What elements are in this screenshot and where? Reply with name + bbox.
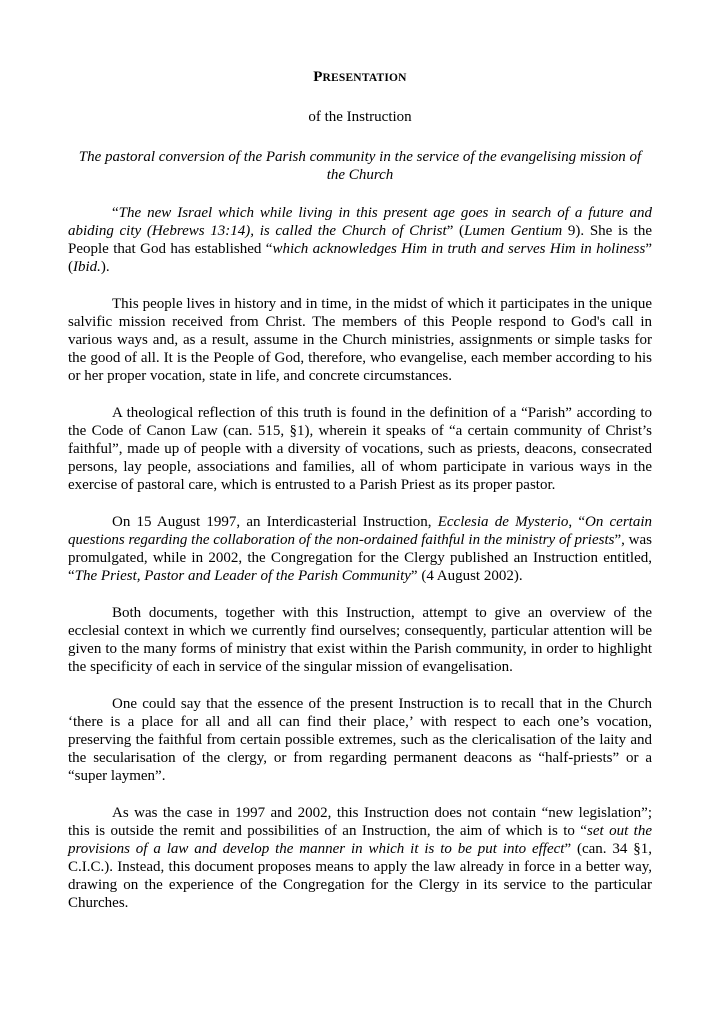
italic-text: The new Israel which while living in this present age goes in search of a future and abiding city (Hebrews 13:14), is called the Church of Christ: [68, 205, 652, 239]
text-run: A theological reflection of this truth is found in the definition of a “Parish” according to the Code of Canon Law (can. 515, §1), wherein it speaks of “a certain community of Christ’s faithful”, made up of people with a diversity of vocations, such as priests, deacons, consecrated persons, lay people, associations and families, all of whom participate in various ways in the exercise of pastoral care, which is entrusted to a Parish Priest as its proper pastor.: [68, 405, 652, 493]
heading: [68, 68, 652, 87]
text-run: ” (can. 34 §1, C.I.C.). Instead, this document proposes means to apply the law already in force in a better way, drawing on the experience of the Congregation for the Clergy in its service to the particular Churches.: [68, 841, 652, 911]
text-run: This people lives in history and in time, in the midst of which it participates in the unique salvific mission received from Christ. The members of this People respond to God's call in various ways and, as a result, assume in the Church ministries, assignments or simple tasks for the good of all. It is the People of God, therefore, who evangelise, each member according to his or her proper vocation, state in life, and concrete circumstances.: [68, 296, 652, 384]
paragraph: [68, 204, 652, 276]
subheading: of the Instruction: [308, 109, 412, 125]
heading-rest: RESENTATION: [322, 72, 407, 84]
paragraph: [68, 695, 652, 785]
italic-text: Ibid.: [73, 259, 101, 275]
text-run: ” (: [68, 241, 652, 275]
text-run: As was the case in 1997 and 2002, this Instruction does not contain “new legislation”; this is outside the remit and possibilities of an Instruction, the aim of which is to “: [68, 805, 652, 839]
text-run: , “: [568, 514, 585, 530]
paragraph: [68, 804, 652, 912]
text-run: ).: [100, 259, 110, 275]
text-run: “: [112, 205, 119, 221]
text-run: ” (4 August 2002).: [410, 568, 523, 584]
text-run: ”, was promulgated, while in 2002, the Congregation for the Clergy published an Instruction entitled, “: [68, 532, 652, 584]
paragraph: [68, 513, 652, 585]
text-run: One could say that the essence of the present Instruction is to recall that in the Church ‘there is a place for all and all can find their place,’ with respect to each one’s vocation, preserving the faithful from certain possible extremes, such as the clericalisation of the laity and the secularisation of the clergy, or from regarding permanent deacons as “half-priests” or a “super laymen”.: [68, 696, 652, 784]
paragraph: [68, 295, 652, 385]
italic-text: set out the provisions of a law and develop the manner in which it is to be put into effect: [68, 823, 653, 857]
italic-text: Ecclesia de Mysterio: [437, 514, 569, 530]
paragraph: [68, 604, 652, 676]
document-title: The pastoral conversion of the Parish community in the service of the evangelising mission of the Church: [78, 149, 642, 183]
italic-text: which acknowledges Him in truth and serves Him in holiness: [272, 241, 646, 257]
text-run: ” (: [446, 223, 465, 239]
text-run: On 15 August 1997, an Interdicasterial Instruction,: [112, 514, 438, 530]
text-run: 9). She is the People that God has established “: [68, 223, 653, 257]
paragraph: [68, 404, 652, 494]
text-run: Both documents, together with this Instruction, attempt to give an overview of the ecclesial context in which we currently find ourselves; consequently, particular attention will be given to the many forms of ministry that exist within the Parish community, in order to highlight the specificity of each in service of the singular mission of evangelisation.: [68, 605, 652, 675]
heading-initial: P: [313, 69, 323, 85]
italic-text: Lumen Gentium: [464, 223, 563, 239]
italic-text: The Priest, Pastor and Leader of the Parish Community: [74, 568, 411, 584]
italic-text: On certain questions regarding the collaboration of the non-ordained faithful in the ministry of priests: [68, 514, 652, 548]
body-text: [68, 204, 652, 912]
document-page: [68, 68, 652, 912]
